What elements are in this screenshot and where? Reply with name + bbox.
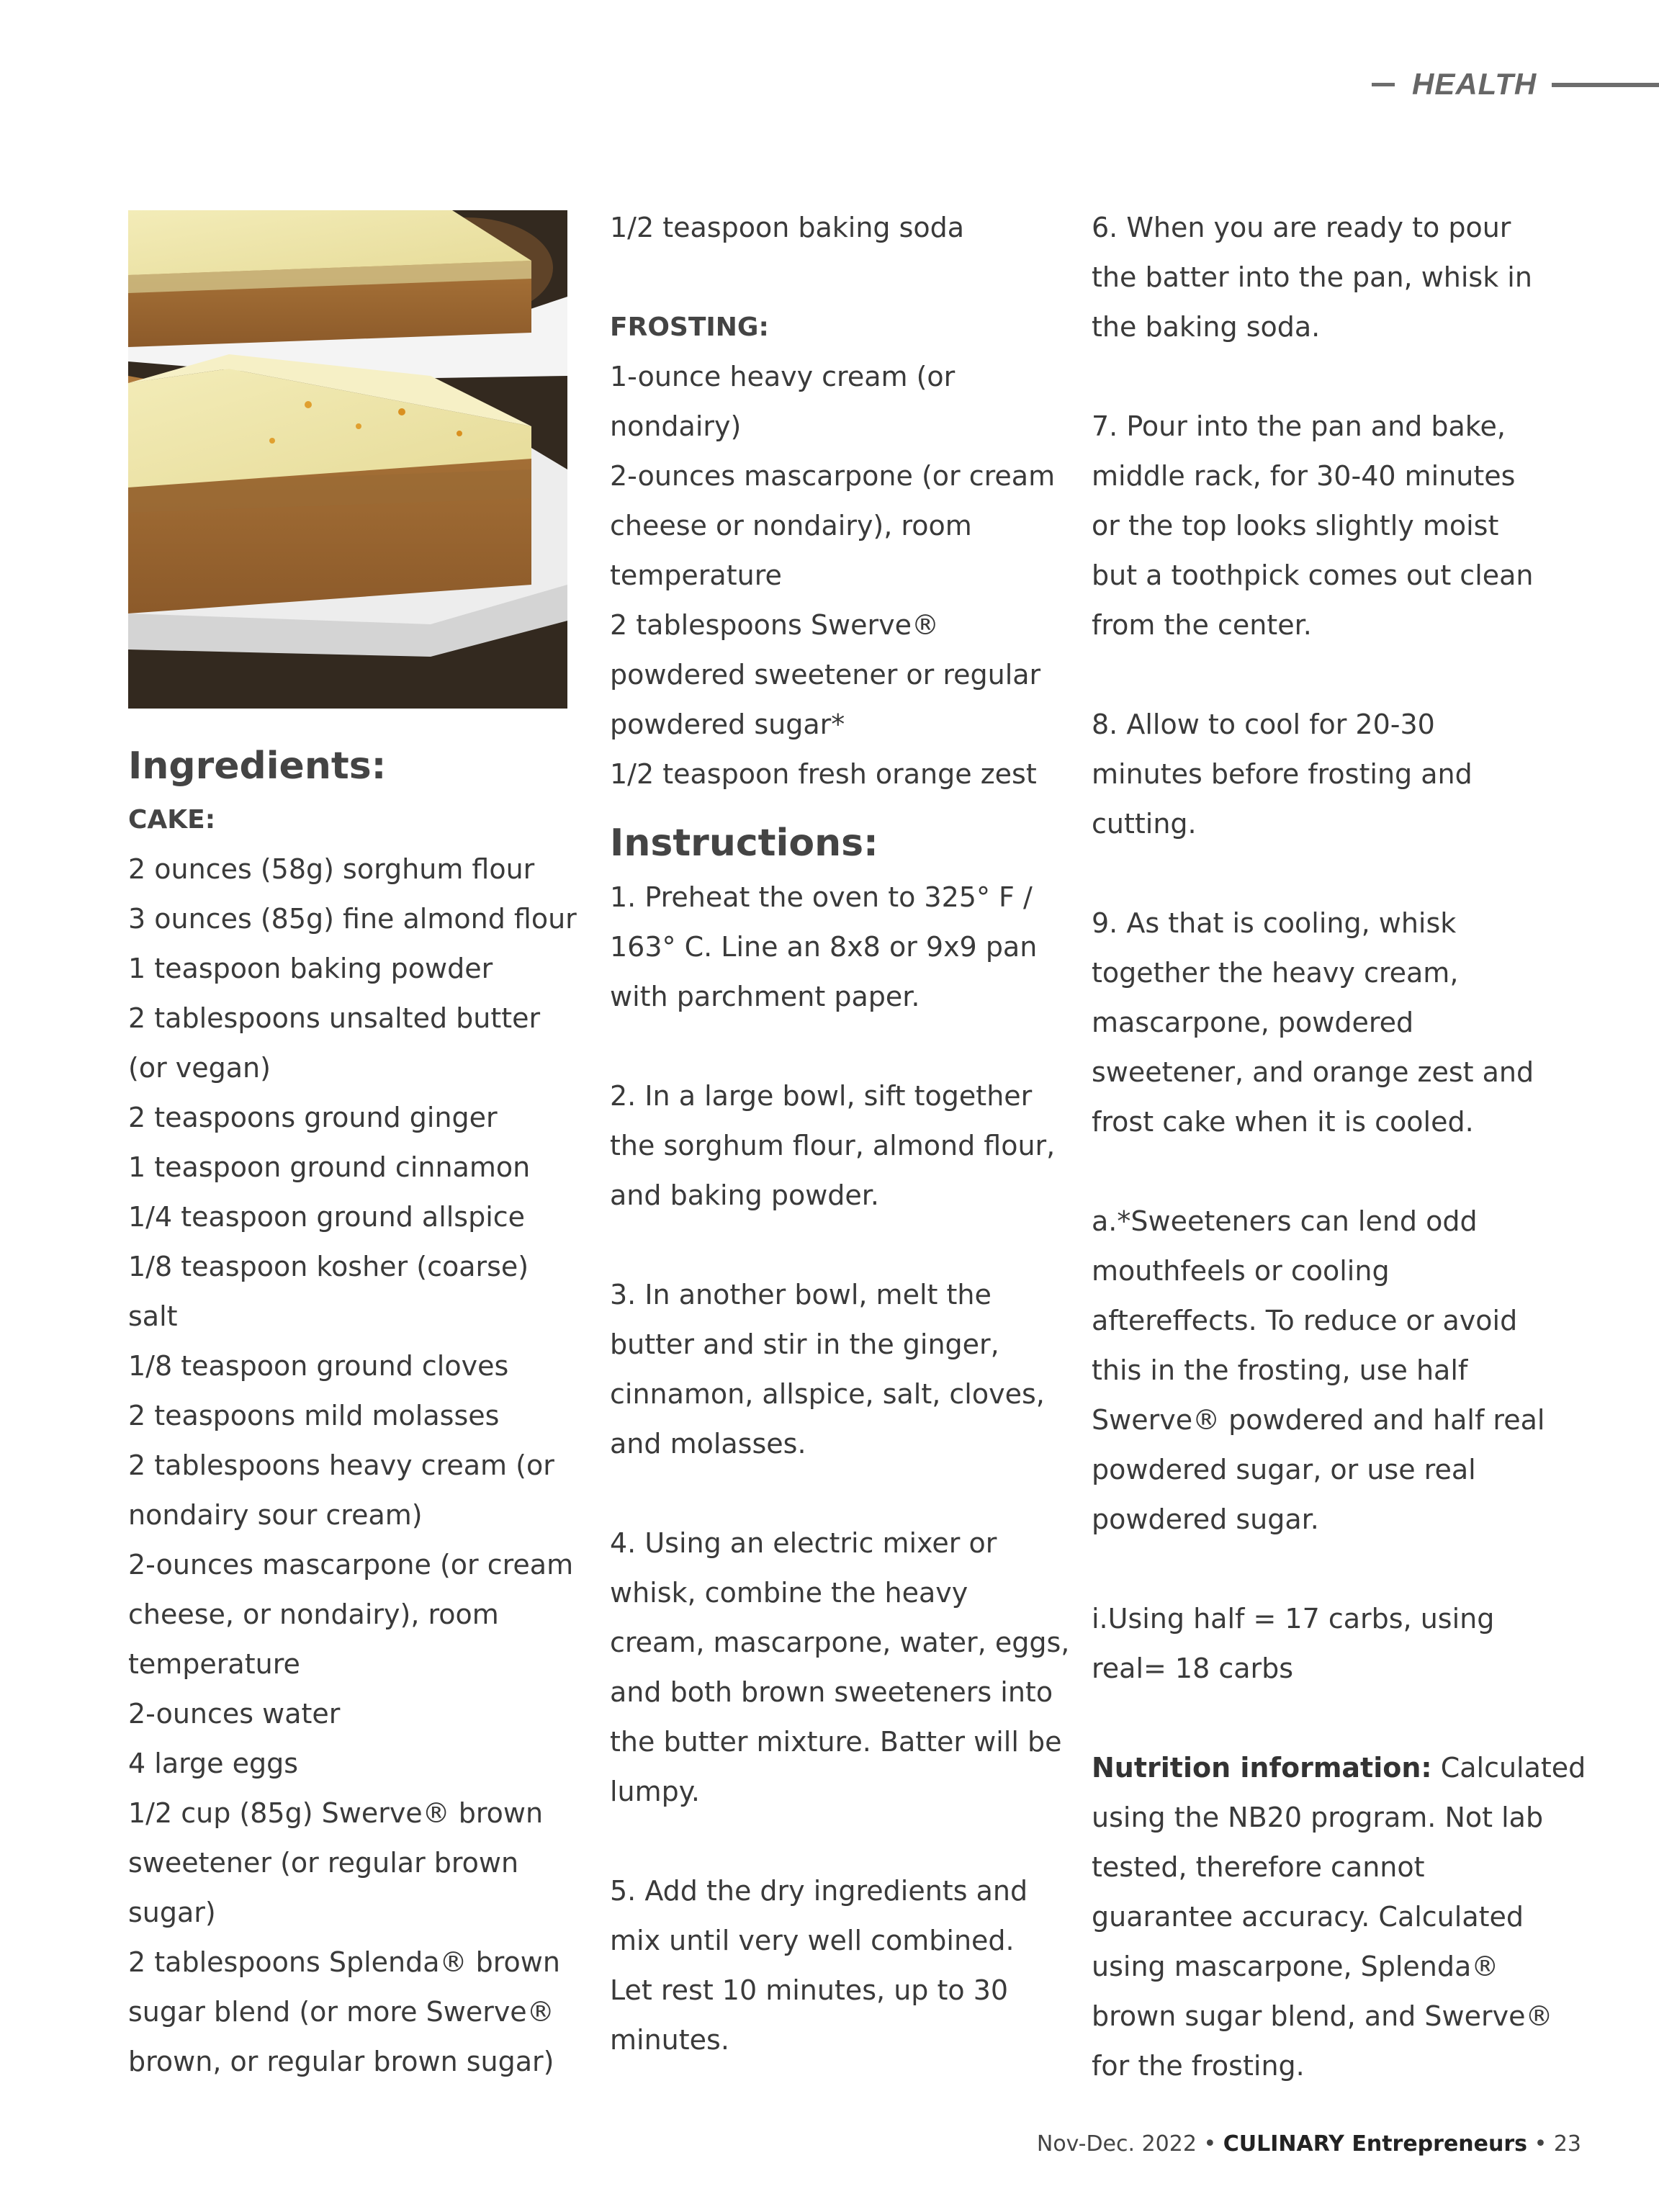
step-line: and both brown sweeteners into (610, 1676, 1053, 1708)
ingredient-line: sugar) (128, 1897, 216, 1928)
column-middle (610, 203, 1071, 2065)
note-line: real= 18 carbs (1092, 1653, 1294, 1684)
frosting-line: 2-ounces mascarpone (or cream (610, 460, 1056, 492)
note-line: aftereffects. To reduce or avoid (1092, 1305, 1518, 1336)
step-line: 3. In another bowl, melt the (610, 1279, 992, 1310)
note-line: i.Using half = 17 carbs, using (1092, 1603, 1495, 1635)
step-line: the butter mixture. Batter will be (610, 1726, 1062, 1758)
step-line: cinnamon, allspice, salt, cloves, (610, 1378, 1045, 1410)
frosting-line: temperature (610, 559, 782, 591)
ingredient-line: 2 ounces (58g) sorghum flour (128, 853, 535, 885)
step-line: mascarpone, powdered (1092, 1007, 1414, 1038)
step-line: 5. Add the dry ingredients and (610, 1875, 1028, 1907)
note-line: this in the frosting, use half (1092, 1354, 1468, 1386)
note-line: powdered sugar, or use real (1092, 1454, 1476, 1485)
ingredient-line: sugar blend (or more Swerve® (128, 1996, 554, 2028)
step-line: minutes before frosting and (1092, 758, 1473, 790)
ingredient-line: 2 teaspoons mild molasses (128, 1400, 500, 1431)
page-number: 23 (1553, 2131, 1581, 2157)
ingredient-line: nondairy sour cream) (128, 1499, 423, 1531)
nutrition-line: tested, therefore cannot (1092, 1851, 1425, 1883)
ingredient-line: sweetener (or regular brown (128, 1847, 519, 1879)
ingredient-line: 1/8 teaspoon ground cloves (128, 1350, 509, 1382)
ingredient-line: 4 large eggs (128, 1748, 299, 1779)
step-line: cutting. (1092, 808, 1197, 840)
instructions-heading: Instructions: (610, 822, 878, 865)
nutrition-first-line (1092, 1743, 1586, 1793)
step-line: but a toothpick comes out clean (1092, 559, 1534, 591)
cake-label: CAKE: (128, 805, 216, 835)
ingredient-line: 1/8 teaspoon kosher (coarse) (128, 1251, 529, 1282)
step-line: lumpy. (610, 1776, 700, 1807)
frosting-label: FROSTING: (610, 313, 769, 342)
section-header (1372, 66, 1537, 102)
header-dash (1372, 83, 1395, 86)
ingredient-line: 1/2 cup (85g) Swerve® brown (128, 1797, 544, 1829)
page-footer (1037, 2131, 1581, 2157)
step-line: minutes. (610, 2024, 729, 2056)
note-line: a.*Sweeteners can lend odd (1092, 1205, 1478, 1237)
ingredient-line: 2 tablespoons unsalted butter (128, 1002, 541, 1034)
footer-bullet: • (1203, 2131, 1217, 2157)
magazine-name: CULINARY Entrepreneurs (1223, 2131, 1528, 2157)
nutrition-label: Nutrition information: (1092, 1752, 1432, 1784)
step-line: or the top looks slightly moist (1092, 510, 1499, 541)
step-line: mix until very well combined. (610, 1925, 1015, 1956)
ingredient-line: 2 teaspoons ground ginger (128, 1102, 498, 1133)
step-line: the sorghum flour, almond flour, (610, 1130, 1056, 1161)
nutrition-first-rest: Calculated (1431, 1752, 1586, 1784)
ingredient-line: 1/4 teaspoon ground allspice (128, 1201, 526, 1233)
nutrition-line: for the frosting. (1092, 2050, 1305, 2082)
footer-bullet: • (1534, 2131, 1547, 2157)
step-line: sweetener, and orange zest and (1092, 1056, 1534, 1088)
step-line: 4. Using an electric mixer or (610, 1527, 997, 1559)
frosting-line: powdered sweetener or regular (610, 659, 1041, 691)
step-line: 163° C. Line an 8x8 or 9x9 pan (610, 931, 1038, 963)
step-line: 7. Pour into the pan and bake, (1092, 410, 1506, 442)
step-line: 6. When you are ready to pour (1092, 212, 1511, 243)
nutrition-line: guarantee accuracy. Calculated (1092, 1901, 1524, 1933)
frosting-line: 1-ounce heavy cream (or (610, 361, 956, 392)
frosting-line: nondairy) (610, 410, 742, 442)
frosting-line: 1/2 teaspoon fresh orange zest (610, 758, 1037, 790)
note-line: mouthfeels or cooling (1092, 1255, 1390, 1287)
step-line: and molasses. (610, 1428, 806, 1460)
header-rule (1552, 83, 1659, 87)
step-line: together the heavy cream, (1092, 957, 1459, 989)
frosting-line: 2 tablespoons Swerve® (610, 609, 939, 641)
step-line: frost cake when it is cooled. (1092, 1106, 1474, 1138)
ingredient-line: 2-ounces mascarpone (or cream (128, 1549, 574, 1581)
ingredient-line: cheese, or nondairy), room (128, 1599, 499, 1630)
nutrition-line: using the NB20 program. Not lab (1092, 1802, 1544, 1833)
step-line: 8. Allow to cool for 20-30 (1092, 709, 1435, 740)
step-line: and baking powder. (610, 1179, 879, 1211)
nutrition-line: brown sugar blend, and Swerve® (1092, 2000, 1553, 2032)
step-line: from the center. (1092, 609, 1312, 641)
note-line: Swerve® powdered and half real (1092, 1404, 1545, 1436)
nutrition-line: using mascarpone, Splenda® (1092, 1951, 1499, 1982)
ingredients-heading-wrap (128, 737, 589, 795)
ingredient-line: brown, or regular brown sugar) (128, 2046, 554, 2077)
instructions-heading-wrap (610, 814, 1071, 873)
issue-date: Nov-Dec. 2022 (1036, 2131, 1197, 2157)
ingredient-line: 1 teaspoon ground cinnamon (128, 1151, 531, 1183)
ingredient-line: salt (128, 1300, 178, 1332)
column-right (1092, 203, 1586, 2091)
step-line: with parchment paper. (610, 981, 920, 1012)
ingredient-line: 2-ounces water (128, 1698, 341, 1730)
ingredient-line: 2 tablespoons Splenda® brown (128, 1946, 560, 1978)
step-line: 2. In a large bowl, sift together (610, 1080, 1033, 1112)
step-line: middle rack, for 30-40 minutes (1092, 460, 1516, 492)
step-line: 9. As that is cooling, whisk (1092, 907, 1457, 939)
frosting-line: cheese or nondairy), room (610, 510, 972, 541)
column-ingredients (128, 203, 589, 2087)
step-line: whisk, combine the heavy (610, 1577, 968, 1609)
ingredient-line: 2 tablespoons heavy cream (or (128, 1449, 554, 1481)
ingredient-line: 1 teaspoon baking powder (128, 953, 493, 984)
ingredient-line: temperature (128, 1648, 300, 1680)
steps-col2 (610, 873, 1071, 2065)
ingredient-line: (or vegan) (128, 1052, 271, 1084)
step-line: cream, mascarpone, water, eggs, (610, 1627, 1070, 1658)
step-line: 1. Preheat the oven to 325° F / (610, 881, 1033, 913)
step-line: butter and stir in the ginger, (610, 1328, 999, 1360)
ingredients-heading: Ingredients: (128, 745, 387, 788)
note-line: powdered sugar. (1092, 1503, 1319, 1535)
step-line: Let rest 10 minutes, up to 30 (610, 1974, 1009, 2006)
frosting-line: powdered sugar* (610, 709, 845, 740)
step-line: the baking soda. (1092, 311, 1321, 343)
ingredient-line: 1/2 teaspoon baking soda (610, 212, 965, 243)
ingredient-line: 3 ounces (85g) fine almond flour (128, 903, 577, 935)
section-title: HEALTH (1412, 67, 1537, 101)
step-line: the batter into the pan, whisk in (1092, 261, 1532, 293)
